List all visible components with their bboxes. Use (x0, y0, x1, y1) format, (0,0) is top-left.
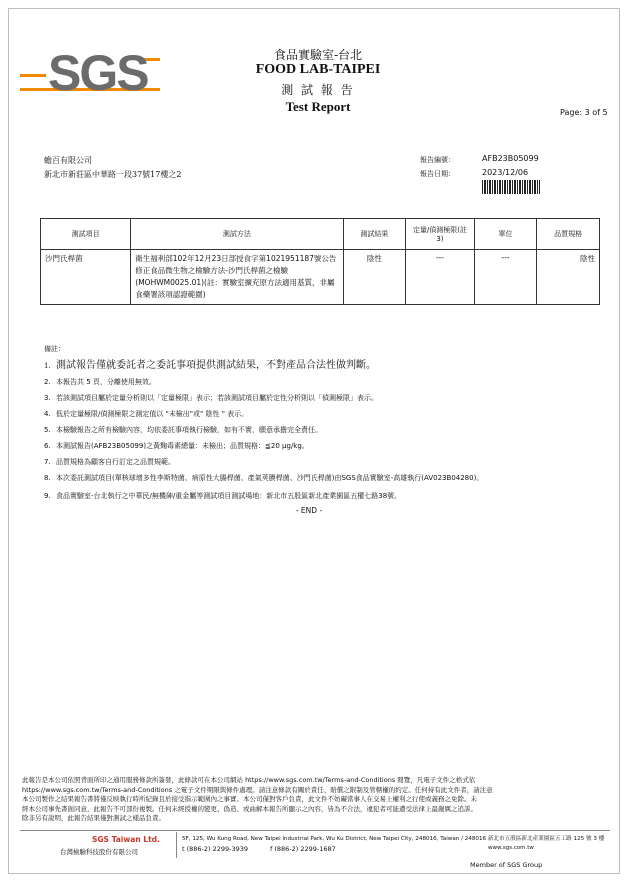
note-item: 9. 食品實驗室-台北執行之中華民/無機砷/重金屬等測試項目測試場地：新北市五股區新北產業園區五權七路38號。 (44, 492, 402, 500)
cell-method: 衛生福利部102年12月23日部授食字第1021951187號公告修正食品微生物之檢驗方法-沙門氏桿菌之檢驗(MOHWM0025.01)(註：實驗室擴充原方法適用基質，非屬食藥署該項認證範圍) (131, 250, 343, 305)
footer-divider (20, 830, 610, 831)
page-number: Page: 3 of 5 (560, 108, 608, 117)
results-table (40, 218, 600, 305)
lab-name-en: FOOD LAB-TAIPEI (255, 62, 381, 77)
note-item: 6. 本測試報告(AFB23B05099)之黃麴毒素總量：未檢出；品質規格：≦20 μg/kg。 (44, 442, 309, 450)
cell-spec: 陰性 (537, 250, 600, 305)
col-header-unit: 單位 (474, 219, 537, 250)
col-header-limit: 定量/偵測極限(註3) (406, 219, 474, 250)
sgs-logo (20, 40, 160, 100)
company-tel: t (886-2) 2299-3939 (182, 845, 249, 853)
disclaimer: 此報告是本公司依照背面所印之通用服務條款所簽發，此條款可在本公司網站 https://www.sgs.com.tw/Terms-and-Conditions 閱覽，凡電子文件之格式依 https://www.sgs.com.tw/Terms-and-Conditions 之電子文件期限與條件處理。請注意條款有關於責任、賠償之限制及管轄權的約定。任何持有此文件者，請注意 本公司製作之結果報告書將僅反映執行時所紀錄且於接受指示範圍內之事實。本公司僅對客戶負責，此文件不妨礙當事人在交易上權利之行使或義務之免除。未 經本公司事先書面同意，此報告不可部份複製。任何未經授權的變更、偽造、或曲解本報告所顯示之內容，皆為不合法，違犯者可能遭受法律上最嚴厲之追訴。 除非另有說明，此報告結果僅對測試之樣品負責。 (22, 776, 493, 822)
client-name: 蟾百有限公司 (44, 156, 92, 165)
report-date-label: 報告日期： (420, 170, 455, 178)
logo-bar-left (20, 74, 46, 77)
company-website: www.sgs.com.tw (488, 845, 534, 851)
col-header-method: 測試方法 (131, 219, 343, 250)
company-name-en: SGS Taiwan Ltd. (92, 835, 160, 844)
company-fax: f (886-2) 2299-1687 (270, 845, 336, 853)
report-title-cn: 測 試 報 告 (281, 83, 355, 97)
report-no-label: 報告編號： (420, 156, 455, 164)
note-item: 8. 本次委託測試項目(單核球增多性李斯特菌、病原性大腸桿菌、產氣莢膜桿菌、沙門氏桿菌)由SGS食品實驗室-高雄執行(AV023B04280)。 (44, 474, 484, 482)
col-header-result: 測試結果 (343, 219, 406, 250)
col-header-item: 測試項目 (41, 219, 131, 250)
member-of-sgs: Member of SGS Group (470, 861, 543, 869)
report-title-en: Test Report (285, 99, 351, 114)
note-item: 3. 若該測試項目屬於定量分析則以「定量極限」表示；若該測試項目屬於定性分析則以「偵測極限」表示。 (44, 394, 378, 402)
cell-item: 沙門氏桿菌 (41, 250, 131, 305)
cell-unit: --- (474, 250, 537, 305)
cell-limit: --- (406, 250, 474, 305)
report-date-value: 2023/12/06 (482, 168, 529, 177)
lab-name-cn: 食品實驗室-台北 (273, 48, 363, 62)
note-item: 4. 低於定量極限/偵測極限之測定值以 "未檢出"或" 陰性 " 表示。 (44, 410, 249, 418)
company-name-cn: 台灣檢驗科技股份有限公司 (60, 848, 138, 856)
end-marker: - END - (295, 506, 323, 515)
table-header-row (41, 219, 600, 250)
client-address: 新北市新莊區中華路一段37號17樓之2 (44, 170, 182, 179)
note-item: 7. 品質規格為顧客自行訂定之品質規範。 (44, 458, 175, 466)
notes-section (44, 344, 604, 515)
logo-text: SGS (48, 45, 148, 101)
table-row (41, 250, 600, 305)
footer-vertical-divider (176, 832, 177, 858)
note-item: 2. 本報告共 5 頁，分離使用無效。 (44, 378, 156, 386)
company-address: 5F, 125, Wu Kung Road, New Taipei Industrial Park, Wu Ku District, New Taipei City, 248016, Taiwan / 248016 新北市五股區新北產業園區五工路 125 號 3 樓 (182, 836, 605, 842)
notes-title: 備註： (44, 345, 65, 353)
report-no-value: AFB23B05099 (482, 154, 539, 163)
col-header-spec: 品質規格 (537, 219, 600, 250)
barcode (482, 180, 540, 194)
note-item: 1. 測試報告僅就委託者之委託事項提供測試結果，不對產品合法性做判斷。 (44, 360, 376, 371)
note-item: 5. 本檢驗報告之所有檢驗內容，均依委託事項執行檢驗，如有不實，願意承擔完全責任。 (44, 426, 322, 434)
cell-result: 陰性 (343, 250, 406, 305)
